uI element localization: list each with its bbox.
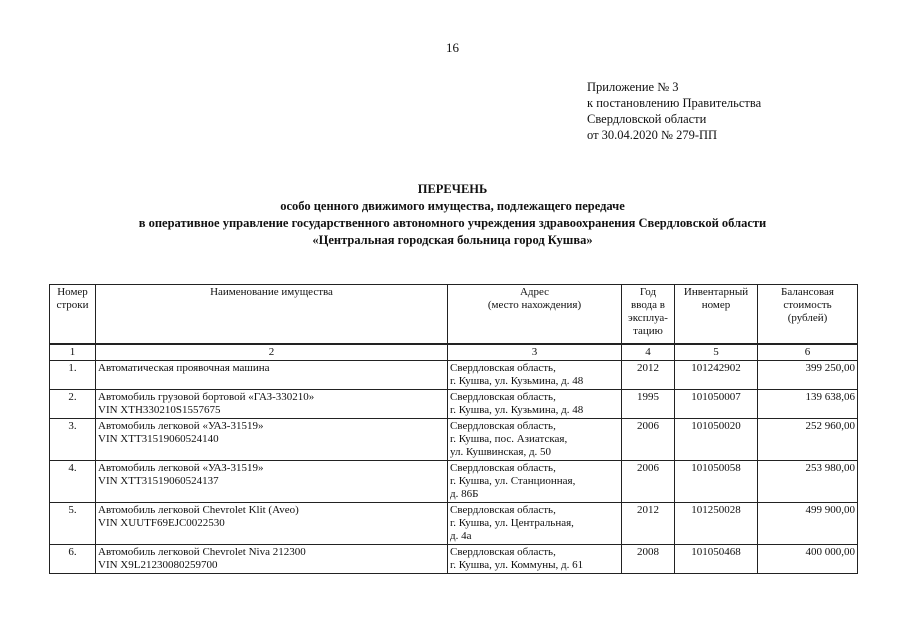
cell-text-line: 2008 bbox=[637, 546, 659, 558]
address-cell bbox=[448, 503, 622, 545]
cell-text-line: VIN XTT31519060524137 bbox=[98, 475, 219, 487]
cell-text-line: г. Кушва, пос. Азиатская, bbox=[450, 433, 568, 445]
table-row bbox=[50, 461, 858, 503]
cell-text-line: г. Кушва, ул. Коммуны, д. 61 bbox=[450, 559, 584, 571]
cell-text-line: г. Кушва, ул. Кузьмина, д. 48 bbox=[450, 404, 584, 416]
header-item-name bbox=[96, 285, 448, 344]
year-cell bbox=[622, 461, 675, 503]
page-number: 16 bbox=[446, 40, 459, 55]
balance-value-cell bbox=[758, 361, 858, 390]
header-text-line: тацию bbox=[633, 325, 663, 337]
table-row bbox=[50, 361, 858, 390]
row-number-cell bbox=[50, 461, 96, 503]
cell-text-line: 252 960,00 bbox=[805, 420, 855, 432]
row-number-cell bbox=[50, 361, 96, 390]
year-cell bbox=[622, 503, 675, 545]
cell-text-line: 5. bbox=[68, 504, 77, 516]
header-text-line: стоимость bbox=[783, 299, 832, 311]
heading-title: ПЕРЕЧЕНЬ bbox=[417, 182, 488, 196]
item-name-cell bbox=[96, 545, 448, 574]
inventory-number-cell bbox=[675, 390, 758, 419]
cell-text-line: 6. bbox=[68, 546, 77, 558]
inventory-number-cell bbox=[675, 503, 758, 545]
item-name-cell bbox=[96, 461, 448, 503]
item-name-cell bbox=[96, 419, 448, 461]
cell-text-line: д. 86Б bbox=[450, 488, 479, 500]
table-header-row bbox=[50, 285, 858, 344]
column-number: 2 bbox=[96, 345, 448, 361]
header-text-line: (рублей) bbox=[787, 312, 828, 324]
item-name-cell bbox=[96, 361, 448, 390]
cell-text-line: Свердловская область, bbox=[450, 391, 556, 403]
address-cell bbox=[448, 461, 622, 503]
cell-text-line: 399 250,00 bbox=[805, 362, 855, 374]
header-address bbox=[448, 285, 622, 344]
item-name-cell bbox=[96, 390, 448, 419]
cell-text-line: Свердловская область, bbox=[450, 362, 556, 374]
cell-text-line: 101050058 bbox=[691, 462, 741, 474]
column-number: 3 bbox=[448, 345, 622, 361]
column-number: 5 bbox=[675, 345, 758, 361]
header-text-line: Адрес bbox=[519, 286, 550, 298]
header-text-line: Номер bbox=[57, 286, 88, 298]
header-row-number bbox=[50, 285, 96, 344]
table-body bbox=[50, 344, 858, 574]
cell-text-line: 4. bbox=[68, 462, 77, 474]
cell-text-line: VIN X9L21230080259700 bbox=[98, 559, 218, 571]
cell-text-line: Автомобиль легковой Chevrolet Klit (Aveo) bbox=[98, 504, 299, 516]
item-name-cell bbox=[96, 503, 448, 545]
balance-value-cell bbox=[758, 503, 858, 545]
header-year bbox=[622, 285, 675, 344]
inventory-number-cell bbox=[675, 545, 758, 574]
cell-text-line: 499 900,00 bbox=[805, 504, 855, 516]
cell-text-line: г. Кушва, ул. Центральная, bbox=[450, 517, 574, 529]
cell-text-line: 101242902 bbox=[691, 362, 741, 374]
balance-value-cell bbox=[758, 390, 858, 419]
balance-value-cell bbox=[758, 545, 858, 574]
cell-text-line: Автомобиль грузовой бортовой «ГАЗ-330210» bbox=[98, 391, 315, 403]
year-cell bbox=[622, 545, 675, 574]
cell-text-line: 2006 bbox=[637, 462, 659, 474]
header-text-line: Инвентарный bbox=[683, 286, 749, 298]
cell-text-line: Свердловская область, bbox=[450, 462, 556, 474]
cell-text-line: г. Кушва, ул. Станционная, bbox=[450, 475, 576, 487]
appendix-block bbox=[587, 79, 761, 143]
header-text-line: эксплуа- bbox=[628, 312, 668, 324]
appendix-line: Приложение № 3 bbox=[587, 80, 679, 94]
column-number: 6 bbox=[758, 345, 858, 361]
cell-text-line: 1995 bbox=[637, 391, 659, 403]
cell-text-line: 3. bbox=[68, 420, 77, 432]
table-row bbox=[50, 503, 858, 545]
cell-text-line: Свердловская область, bbox=[450, 504, 556, 516]
cell-text-line: 2012 bbox=[637, 362, 659, 374]
column-number: 4 bbox=[622, 345, 675, 361]
inventory-number-cell bbox=[675, 361, 758, 390]
cell-text-line: 101050468 bbox=[691, 546, 741, 558]
balance-value-cell bbox=[758, 419, 858, 461]
cell-text-line: 101050020 bbox=[691, 420, 741, 432]
cell-text-line: ул. Кушвинская, д. 50 bbox=[450, 446, 552, 458]
cell-text-line: г. Кушва, ул. Кузьмина, д. 48 bbox=[450, 375, 584, 387]
document-heading bbox=[0, 181, 905, 249]
property-table bbox=[49, 284, 858, 574]
header-text-line: Балансовая bbox=[781, 286, 834, 298]
appendix-line: от 30.04.2020 № 279-ПП bbox=[587, 128, 718, 142]
table-row bbox=[50, 545, 858, 574]
header-inventory-number bbox=[675, 285, 758, 344]
cell-text-line: 400 000,00 bbox=[805, 546, 855, 558]
cell-text-line: 101250028 bbox=[691, 504, 741, 516]
header-balance-value bbox=[758, 285, 858, 344]
cell-text-line: 1. bbox=[68, 362, 77, 374]
cell-text-line: VIN XTH330210S1557675 bbox=[98, 404, 221, 416]
header-text-line: Год bbox=[639, 286, 657, 298]
year-cell bbox=[622, 419, 675, 461]
inventory-number-cell bbox=[675, 419, 758, 461]
header-text-line: (место нахождения) bbox=[487, 299, 582, 311]
header-text-line: строки bbox=[56, 299, 89, 311]
inventory-number-cell bbox=[675, 461, 758, 503]
heading-line: особо ценного движимого имущества, подлежащего передаче bbox=[280, 199, 625, 213]
cell-text-line: Автомобиль легковой «УАЗ-31519» bbox=[98, 462, 264, 474]
address-cell bbox=[448, 361, 622, 390]
table-row bbox=[50, 419, 858, 461]
row-number-cell bbox=[50, 503, 96, 545]
cell-text-line: 2. bbox=[68, 391, 77, 403]
cell-text-line: Автомобиль легковой «УАЗ-31519» bbox=[98, 420, 264, 432]
cell-text-line: Свердловская область, bbox=[450, 420, 556, 432]
year-cell bbox=[622, 361, 675, 390]
cell-text-line: Автомобиль легковой Chevrolet Niva 212300 bbox=[98, 546, 306, 558]
address-cell bbox=[448, 419, 622, 461]
header-text-line: номер bbox=[701, 299, 731, 311]
appendix-line: к постановлению Правительства bbox=[587, 96, 762, 110]
year-cell bbox=[622, 390, 675, 419]
cell-text-line: VIN XUUTF69EJC0022530 bbox=[98, 517, 225, 529]
balance-value-cell bbox=[758, 461, 858, 503]
address-cell bbox=[448, 390, 622, 419]
table-row bbox=[50, 390, 858, 419]
cell-text-line: VIN XTT31519060524140 bbox=[98, 433, 219, 445]
column-number: 1 bbox=[50, 345, 96, 361]
address-cell bbox=[448, 545, 622, 574]
header-text-line: Наименование имущества bbox=[210, 286, 333, 298]
heading-line: «Центральная городская больница город Кушва» bbox=[312, 233, 593, 247]
heading-line: в оперативное управление государственного автономного учреждения здравоохранения Свердловской области bbox=[138, 216, 767, 230]
column-number-row bbox=[50, 345, 858, 361]
cell-text-line: 2012 bbox=[637, 504, 659, 516]
row-number-cell bbox=[50, 390, 96, 419]
cell-text-line: 101050007 bbox=[691, 391, 741, 403]
cell-text-line: Свердловская область, bbox=[450, 546, 556, 558]
cell-text-line: 253 980,00 bbox=[805, 462, 855, 474]
row-number-cell bbox=[50, 419, 96, 461]
header-text-line: ввода в bbox=[631, 299, 665, 311]
cell-text-line: д. 4а bbox=[450, 530, 472, 542]
cell-text-line: 139 638,06 bbox=[805, 391, 855, 403]
appendix-line: Свердловской области bbox=[587, 112, 707, 126]
cell-text-line: 2006 bbox=[637, 420, 659, 432]
row-number-cell bbox=[50, 545, 96, 574]
cell-text-line: Автоматическая проявочная машина bbox=[98, 362, 270, 374]
